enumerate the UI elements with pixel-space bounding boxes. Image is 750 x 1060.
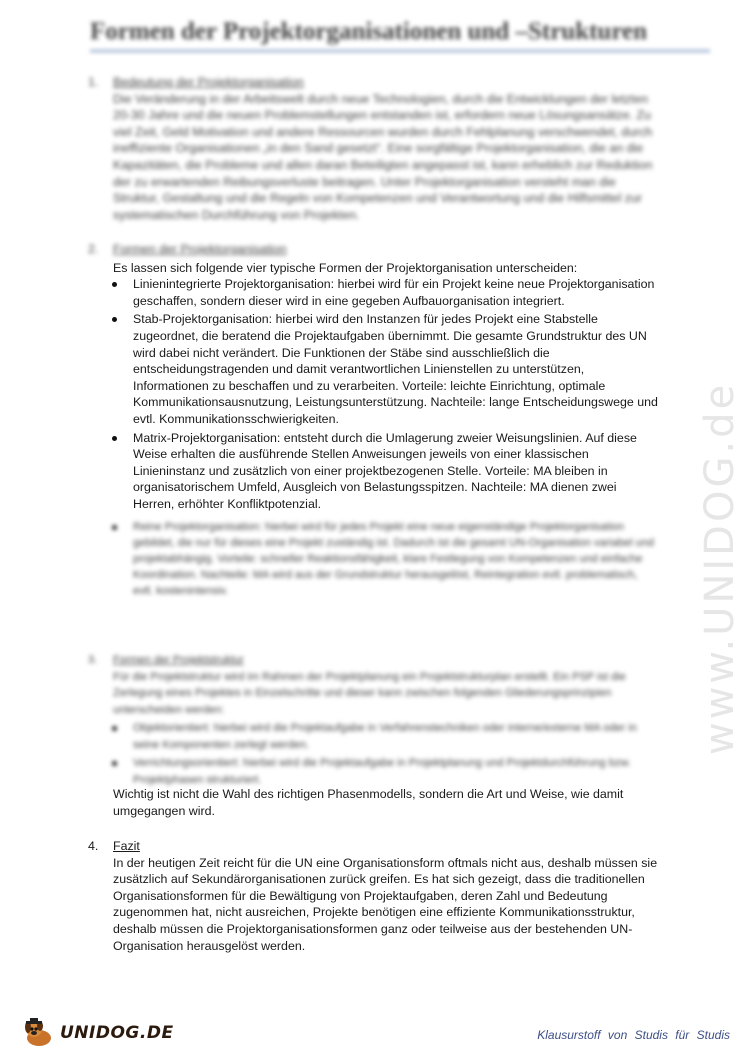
section-1 [88, 74, 658, 223]
section-heading: Bedeutung der Projektorganisation [113, 75, 304, 89]
footer-tagline: Klausurstoff von Studis für Studis [537, 1028, 730, 1042]
logo-text: UNIDOG.DE [60, 1023, 174, 1043]
section-4 [88, 838, 658, 954]
section-heading: Fazit [113, 839, 140, 853]
section-body: Die Veränderung in der Arbeitswelt durch neue Technologien, durch die Entwicklungen der letzten 20-30 Jahre und die neuen Problemstellungen entstanden ist, erfordern neue Lösungsansätze. Zu viel Zeit, Geld Motivation und andere Ressourcen wurden durch Fehlplanung verschwendet, durch ineffiziente Organisationen „in den Sand gesetzt“. Eine sorgfältige Projektorganisation, die an die Kapazitäten, die Probleme und allen daran Beteiligten angepasst ist, kann erheblich zur Reduktion der zu erwartenden Reibungsverluste beitragen. Unter Projektorganisation versteht man die Struktur, Gestaltung und die Regeln von Kompetenzen und Verantwortung und die Hilfsmittel zur systematischen Durchführung von Projekten. [113, 91, 653, 222]
bullet-list [88, 276, 658, 598]
section-2 [88, 241, 658, 601]
section-number: 3. [88, 654, 98, 666]
watermark: www.UNIDOG.de [697, 381, 743, 755]
section-heading: Formen der Projektstruktur [113, 654, 244, 666]
list-item: Objektorientiert: hierbei wird die Projektaufgabe in Verfahrenstechniken oder interne/externe MA oder in seine Komponenten zerlegt werden. [133, 720, 658, 753]
section-body: Für die Projektstruktur wird im Rahmen der Projektplanung ein Projektstrukturplan erstellt. Ein PSP ist die Zerlegung eines Projektes in Einzelschritte und dieser kann zwischen folgenden Gliederungsprinzipien unterscheiden werden: [113, 670, 626, 716]
section-outro: Wichtig ist nicht die Wahl des richtigen Phasenmodells, sondern die Art und Weise, wie damit umgegangen wird. [113, 787, 624, 818]
section-intro: Es lassen sich folgende vier typische Formen der Projektorganisation unterscheiden: [113, 260, 578, 275]
section-number: 2. [88, 242, 99, 256]
section-heading: Formen der Projektorganisation [113, 242, 287, 256]
bullet-list [88, 720, 658, 788]
list-item: Stab-Projektorganisation: hierbei wird den Instanzen für jedes Projekt eine Stabstelle zugeordnet, die beratend die Projektaufgaben übernimmt. Die gesamte Grundstruktur des UN wird dabei nicht verändert. Die Funktionen der Stäbe sind ausschließlich die entscheidungstragenden und damit verantwortlichen Linienstellen zu unterstützen, Informationen zu beschaffen und zu verarbeiten. Vorteile: leichte Einrichtung, optimale Kommunikationsausnutzung, Leistungsunterstützung. Nachteile: lange Entscheidungswege und evtl. Kommunikationsschwierigkeiten. [133, 312, 658, 426]
dog-mascot-icon [22, 1018, 58, 1048]
list-item: Verrichtungsorientiert: hierbei wird die Projektaufgabe in Projektplanung und Projektdurchführung bzw. Projektphasen strukturiert. [133, 755, 658, 788]
list-item: Matrix-Projektorganisation: entsteht durch die Umlagerung zweier Weisungslinien. Auf diese Weise erhalten die ausführende Stellen Anweisungen jeweils von einer klassischen Linieninstanz und zusätzlich von einer projektbezogenen Stelle. Vorteile: MA bleiben in organisatorischem Umfeld, Ausgleich von Belastungsspitzen. Nachteile: MA dienen zwei Herren, erhöhter Konfliktpotenzial. [133, 430, 658, 513]
page-title: Formen der Projektorganisationen und –Strukturen [90, 18, 710, 52]
list-item: Linienintegrierte Projektorganisation: hierbei wird für ein Projekt keine neue Projektorganisation geschaffen, sondern dieser wird in eine gegeben Aufbauorganisation integriert. [133, 276, 658, 309]
section-number: 1. [88, 75, 99, 89]
list-item: Reine Projektorganisation: hierbei wird für jedes Projekt eine neue eigenständige Projektorganisation gebildet, die nur für dieses eine Projekt zuständig ist. Dadurch ist die gesamt UN-Organisation variabel und projektabhängig. Vorteile: schneller Reaktionsfähigkeit, klare Festlegung von Kompetenzen und einfache Koordination. Nachteile: MA wird aus der Grundstruktur herausgelöst, Reintegration evtl. problematisch, evtl. kostenintensiv. [133, 519, 658, 599]
section-3 [88, 652, 658, 819]
section-number: 4. [88, 839, 99, 853]
section-body: In der heutigen Zeit reicht für die UN eine Organisationsform oftmals nicht aus, deshalb müssen sie zusätzlich auf Sekundärorganisationen zurück greifen. Es hat sich gezeigt, dass die traditionellen Organisationsformen für die Bewältigung von Projektaufgaben, deren Zahl und Bedeutung zugenommen hat, nicht ausreichen, Projekte benötigen eine effiziente Kommunikationsstruktur, deshalb müssen die Projektorganisationsformen ganz oder teilweise aus der bestehenden UN-Organisation herausgelöst werden. [113, 855, 658, 953]
footer-logo [22, 1018, 174, 1048]
